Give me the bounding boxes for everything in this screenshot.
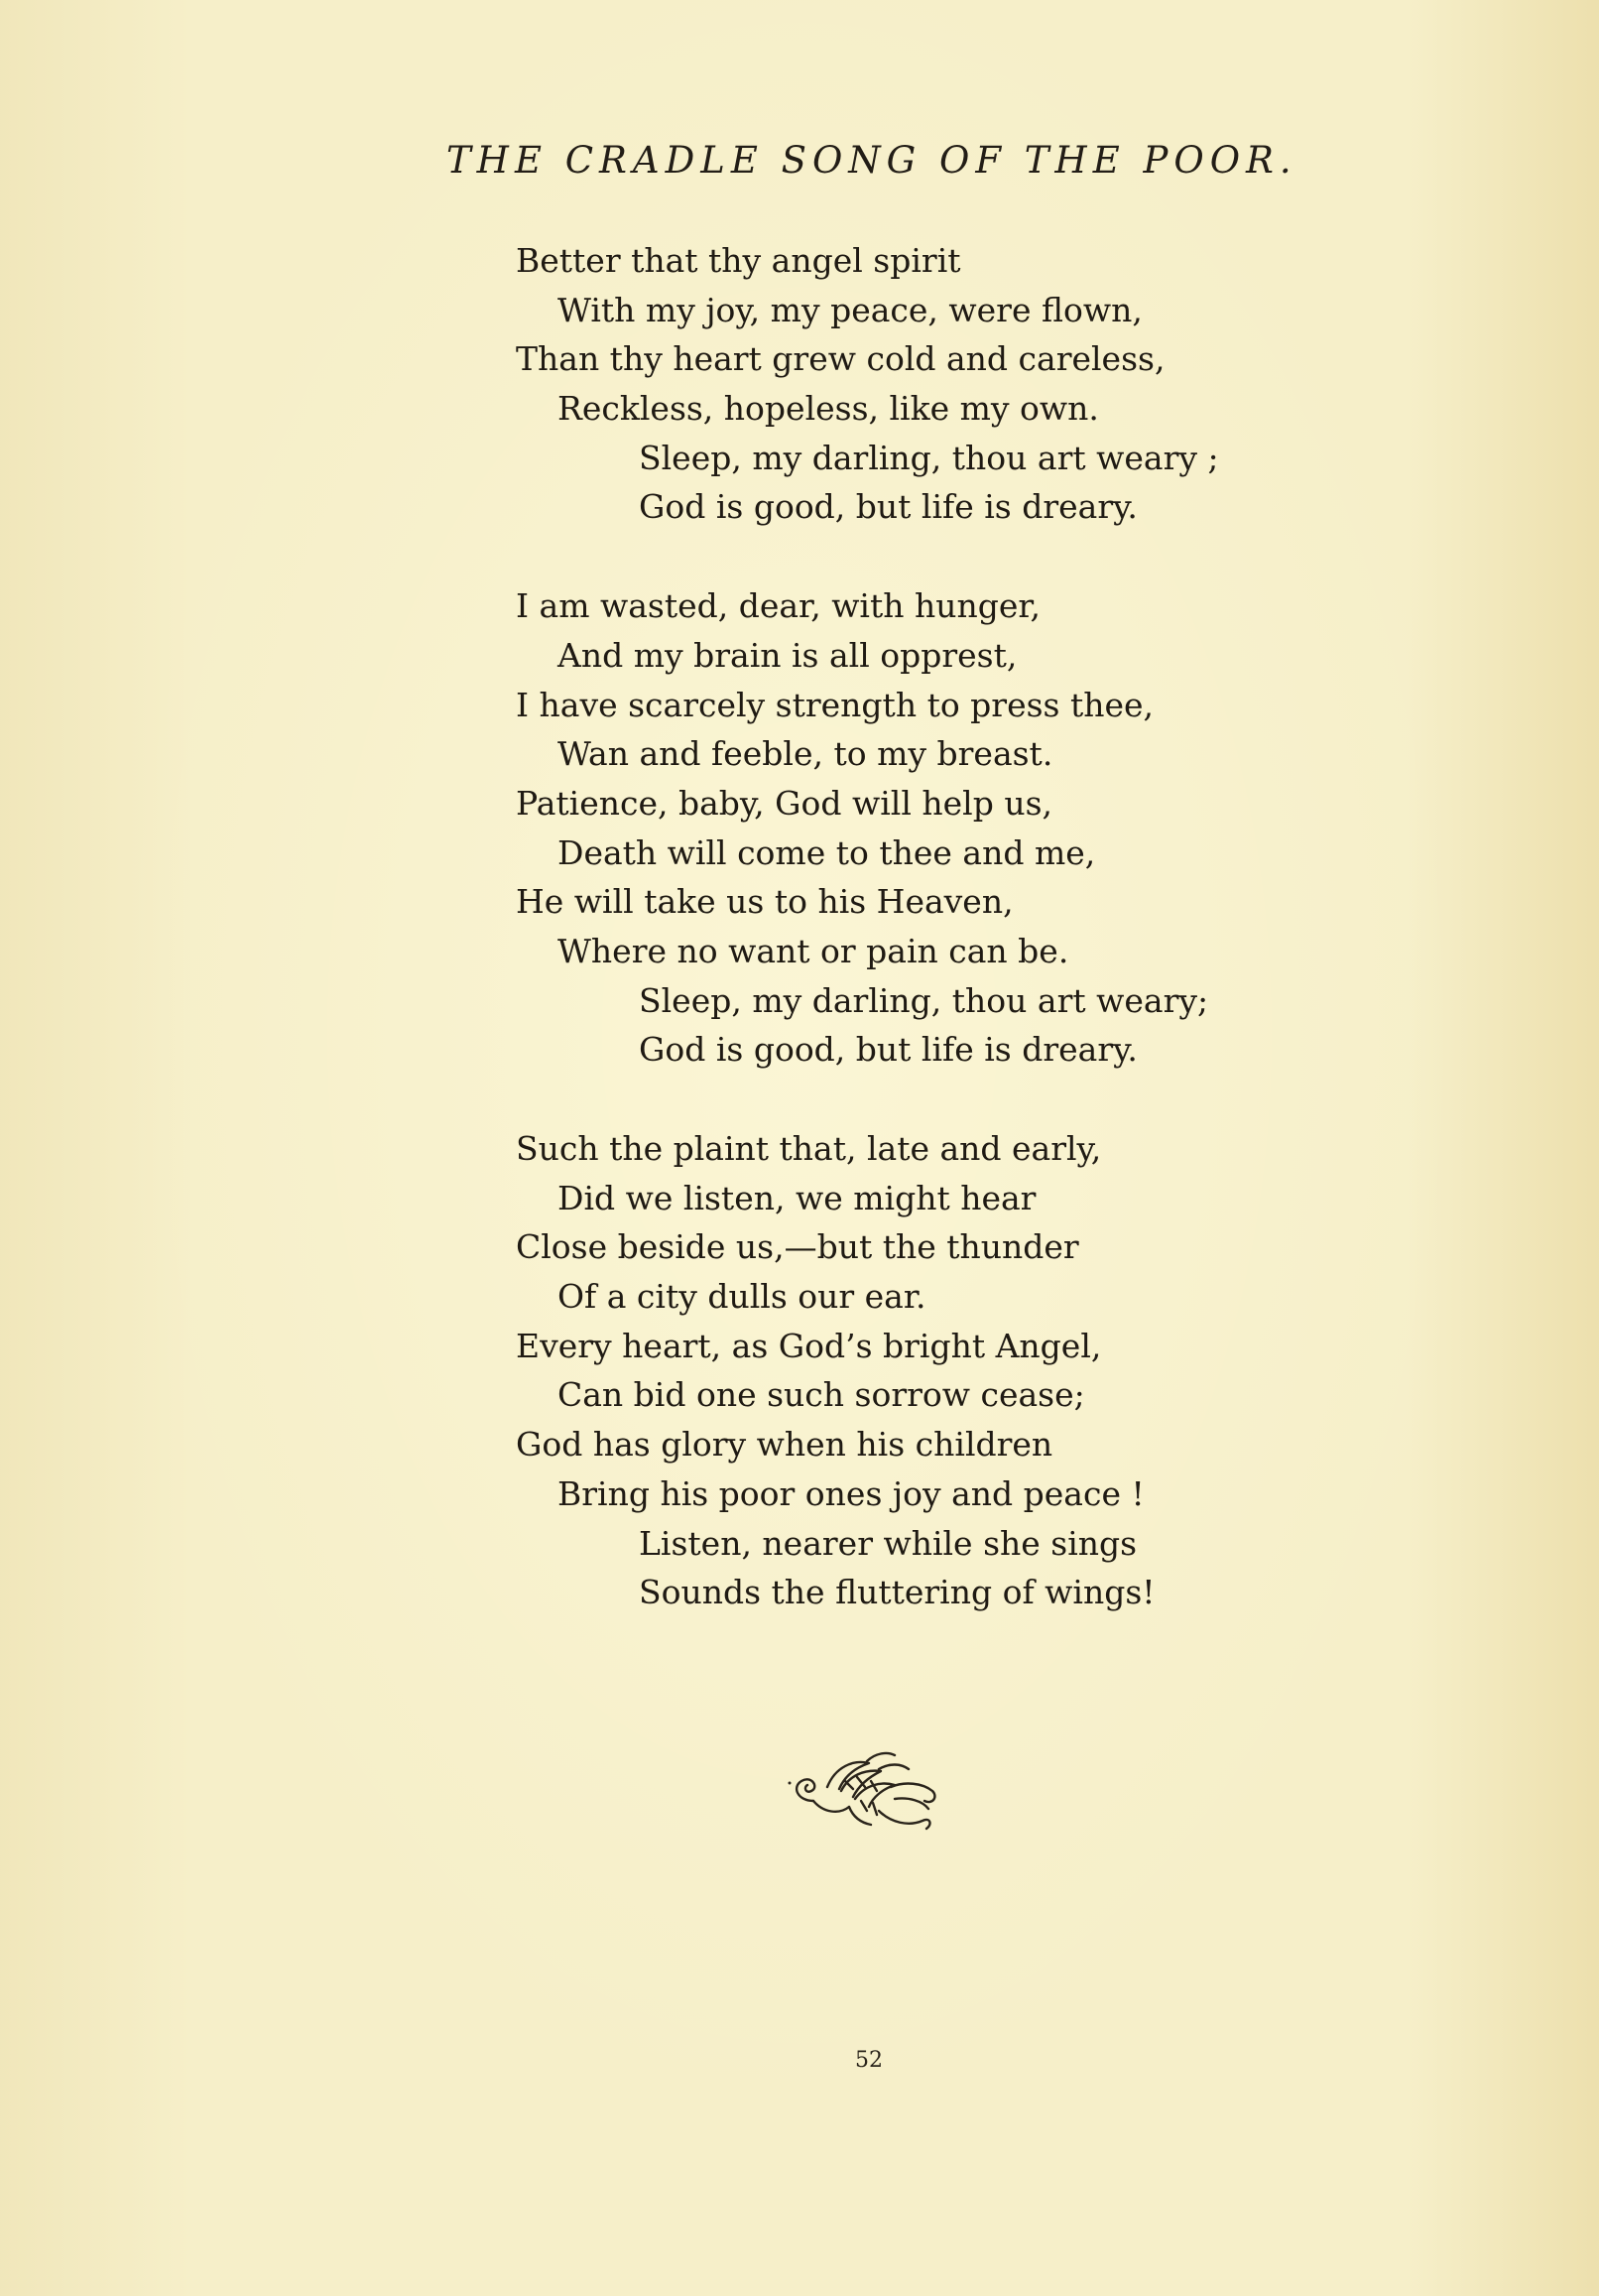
poem-line: With my joy, my peace, were flown, xyxy=(557,290,1143,329)
poem-line: God has glory when his children xyxy=(516,1425,1053,1465)
poem-line: I am wasted, dear, with hunger, xyxy=(516,586,1042,626)
poem-line: He will take us to his Heaven, xyxy=(516,882,1014,922)
stanza-1 xyxy=(516,236,1309,532)
poem-body xyxy=(516,236,1309,1667)
poem-line: Bring his poor ones joy and peace ! xyxy=(557,1473,1145,1513)
stanza-2 xyxy=(516,581,1309,1075)
poem-refrain-line: God is good, but life is dreary. xyxy=(639,1030,1138,1070)
poem-line: Than thy heart grew cold and careless, xyxy=(516,339,1166,379)
poem-line: Better that thy angel spirit xyxy=(516,241,961,280)
poem-line: Reckless, hopeless, like my own. xyxy=(557,389,1099,429)
poem-line: Can bid one such sorrow cease; xyxy=(557,1375,1085,1415)
poem-line: Such the plaint that, late and early, xyxy=(516,1129,1102,1168)
poem-refrain-line: God is good, but life is dreary. xyxy=(639,487,1138,527)
running-title: THE CRADLE SONG OF THE POOR. xyxy=(446,139,1297,182)
poem-line: Patience, baby, God will help us, xyxy=(516,783,1053,823)
poem-line: Of a city dulls our ear. xyxy=(557,1277,926,1317)
poem-refrain-line: Sounds the fluttering of wings! xyxy=(639,1573,1156,1612)
poem-line: Every heart, as God’s bright Angel, xyxy=(516,1326,1102,1365)
poem-line: Where no want or pain can be. xyxy=(557,931,1069,970)
poem-line: Death will come to thee and me, xyxy=(557,832,1096,872)
poem-line: Did we listen, we might hear xyxy=(557,1178,1037,1217)
poem-line: I have scarcely strength to press thee, xyxy=(516,685,1155,724)
poem-line: Wan and feeble, to my breast. xyxy=(557,734,1053,774)
floral-vignette-icon xyxy=(784,1741,952,1836)
poem-refrain-line: Sleep, my darling, thou art weary; xyxy=(639,980,1209,1020)
poem-line: Close beside us,—but the thunder xyxy=(516,1227,1079,1267)
poem-line: And my brain is all opprest, xyxy=(557,635,1018,675)
page-number: 52 xyxy=(855,2048,883,2073)
stanza-3 xyxy=(516,1124,1309,1617)
poem-refrain-line: Listen, nearer while she sings xyxy=(639,1523,1138,1563)
poem-refrain-line: Sleep, my darling, thou art weary ; xyxy=(639,438,1219,477)
